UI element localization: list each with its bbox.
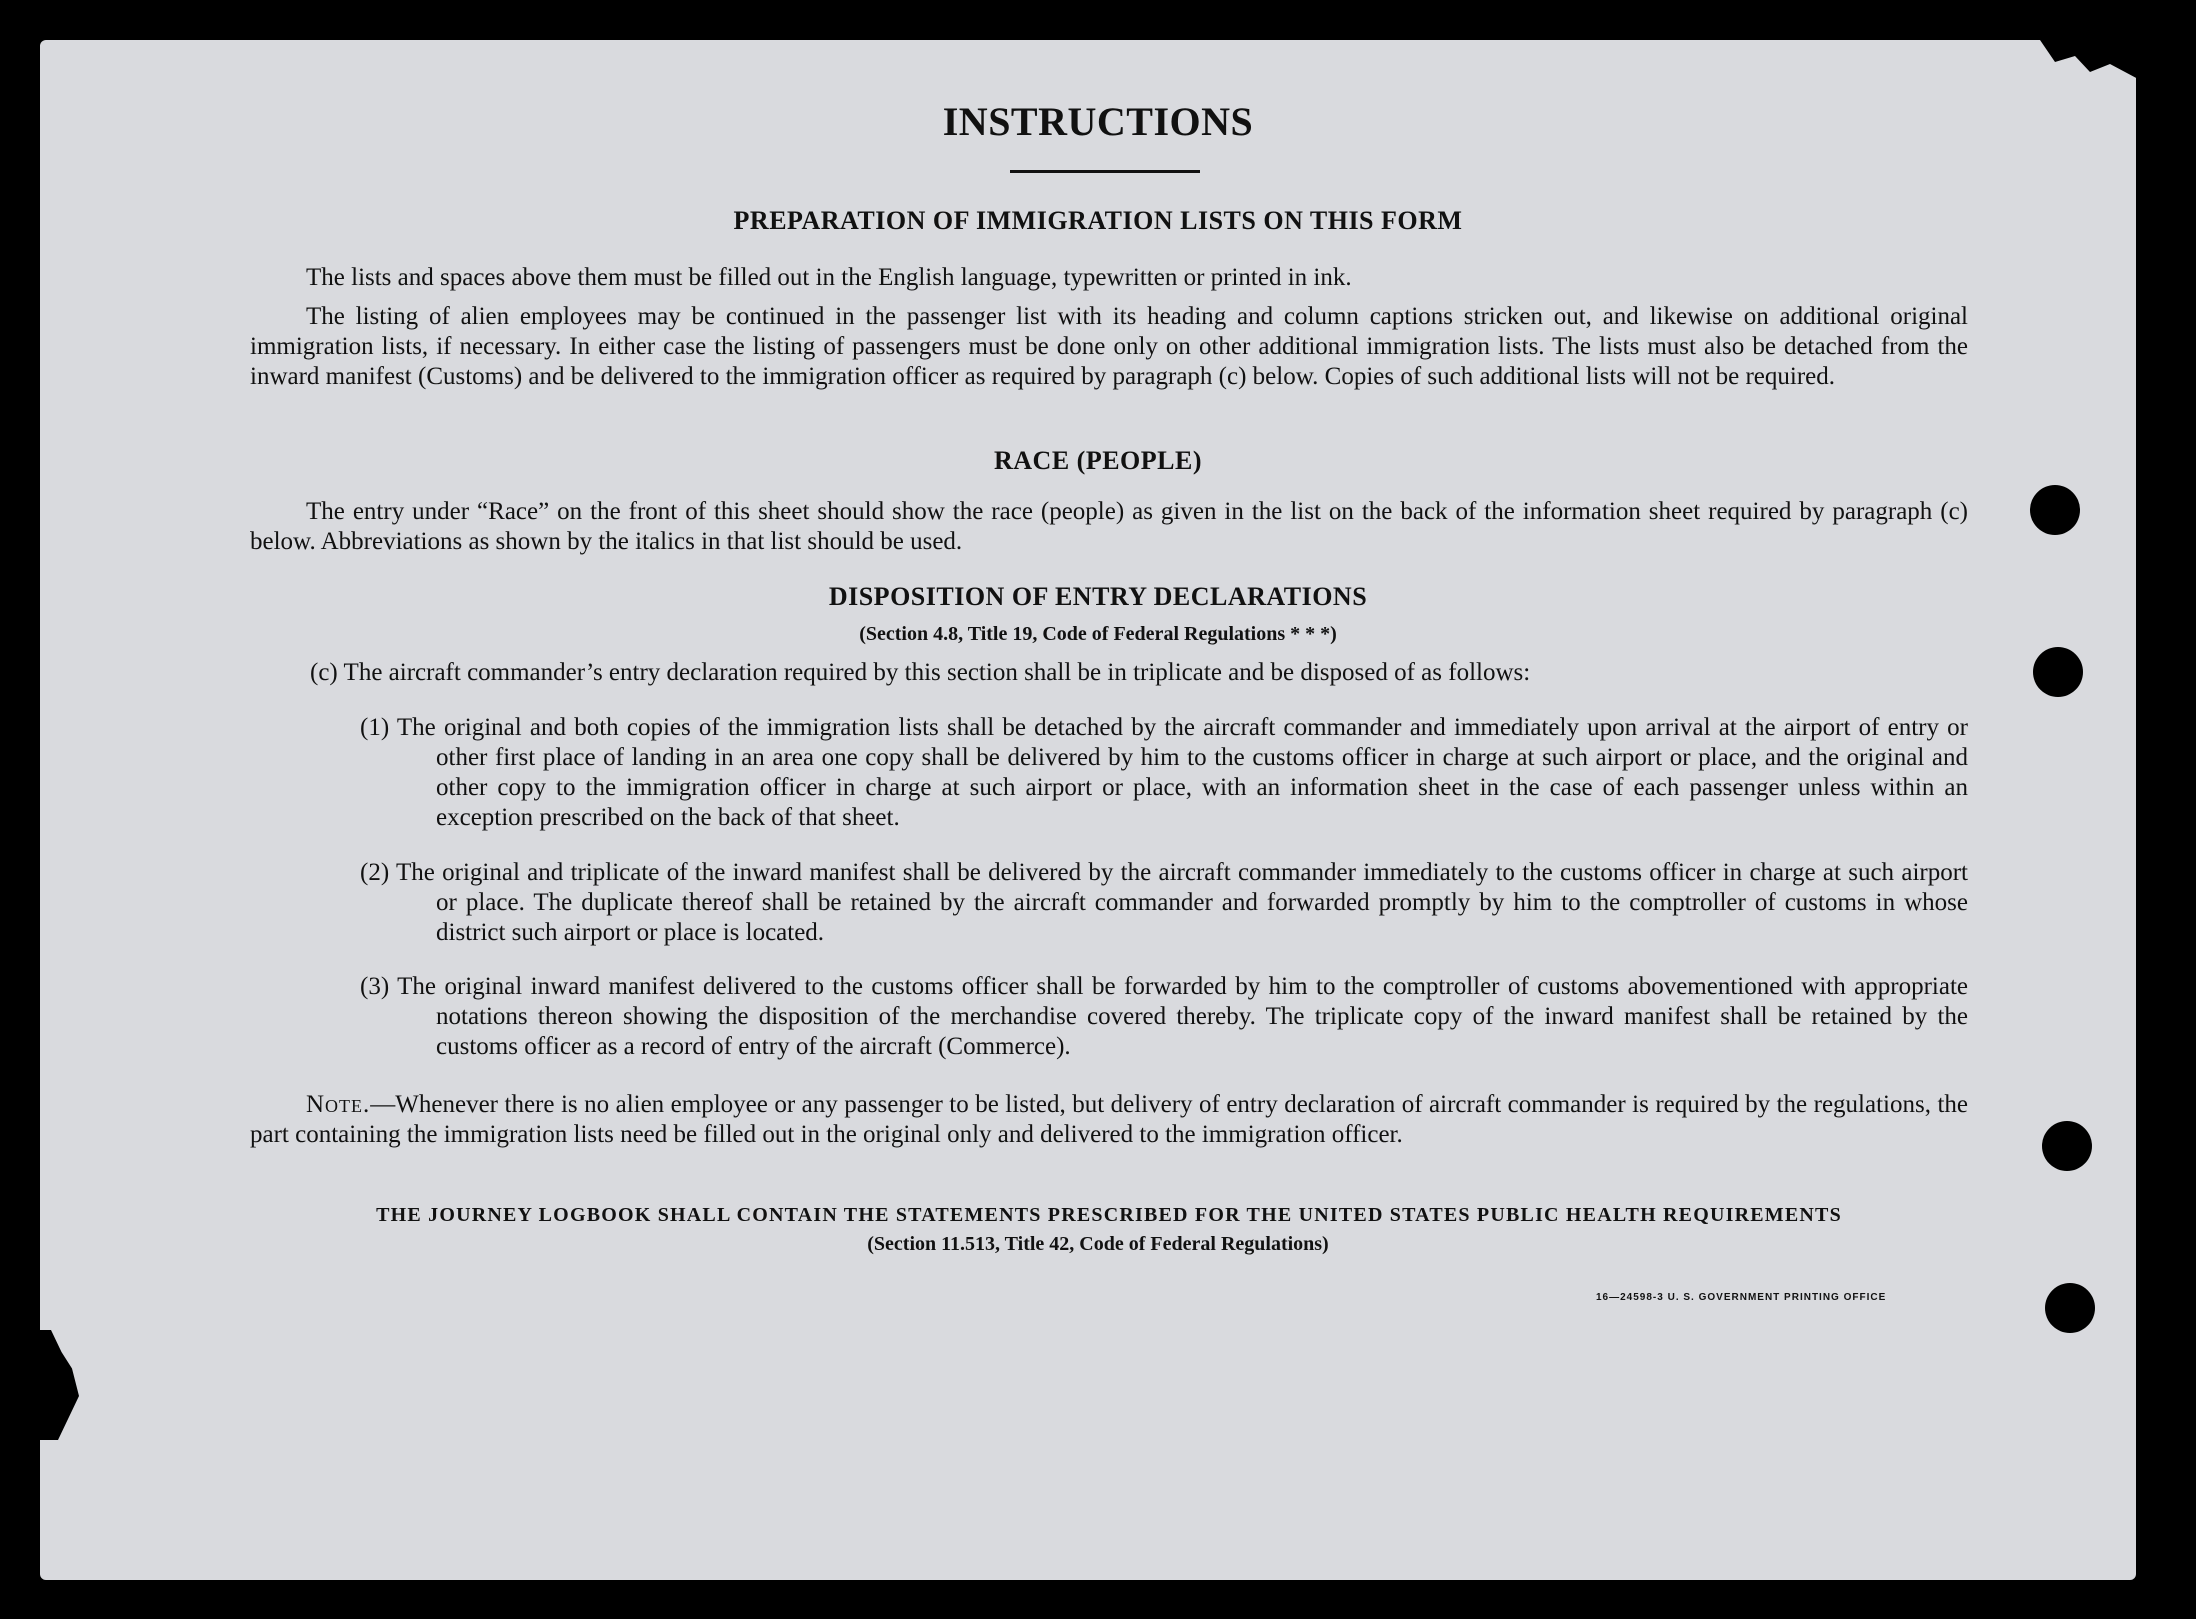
paragraph-language: The lists and spaces above them must be filled out in the English language, typewritten or printed in ink. <box>306 264 1352 291</box>
page-title: INSTRUCTIONS <box>942 99 1254 144</box>
paragraph-race: The entry under “Race” on the front of this sheet should show the race (people) as given in the list on the back of the information sheet required by paragraph (c) below. Abbreviations as shown by the italics in that list should be used. <box>250 498 1968 555</box>
paragraph-c-intro: (c) The aircraft commander’s entry declaration required by this section shall be in triplicate and be disposed of as follows: <box>310 659 1531 686</box>
list-item: (3) The original inward manifest delivered to the customs officer shall be forwarded by him to the comptroller of customs abovementioned with appropriate notations thereon showing the disposition of the merchandise covered thereby. The triplicate copy of the inward manifest shall be retained by the customs officer as a record of entry of the aircraft (Commerce). <box>360 973 1968 1060</box>
punch-hole <box>2042 1121 2092 1171</box>
heading-preparation: PREPARATION OF IMMIGRATION LISTS ON THIS FORM <box>733 206 1463 235</box>
printing-office-code: 16—24598-3 U. S. GOVERNMENT PRINTING OFFICE <box>1596 1292 1887 1303</box>
list-item: (1) The original and both copies of the immigration lists shall be detached by the aircraft commander and immediately upon arrival at the airport of entry or other first place of landing in an area one copy shall be delivered by him to the customs officer in charge at such airport or place, and the original and other copy to the immigration officer in charge at such airport or place, with an information sheet in the case of each passenger unless within an exception prescribed on the back of that sheet. <box>360 714 1968 831</box>
punch-hole <box>2030 485 2080 535</box>
heading-race: RACE (PEOPLE) <box>994 446 1202 475</box>
footer-health-requirements: THE JOURNEY LOGBOOK SHALL CONTAIN THE STATEMENTS PRESCRIBED FOR THE UNITED STATES PUBLIC HEALTH REQUIREMENTS <box>376 1204 1842 1226</box>
note-text: —Whenever there is no alien employee or any passenger to be listed, but delivery of entry declaration of aircraft commander is required by the regulations, the part containing the immigration lists need be filled out in the original only and delivered to the immigration officer. <box>250 1091 1968 1148</box>
heading-disposition: DISPOSITION OF ENTRY DECLARATIONS <box>828 582 1368 611</box>
list-item: (2) The original and triplicate of the inward manifest shall be delivered by the aircraft commander immediately to the customs officer in charge at such airport or place. The duplicate thereof shall be retained by the aircraft commander and forwarded promptly by him to the comptroller of customs in whose district such airport or place is located. <box>360 859 1968 946</box>
title-underline <box>1010 170 1200 173</box>
punch-hole <box>2045 1283 2095 1333</box>
note-label: Note. <box>306 1091 371 1118</box>
punch-hole <box>2033 647 2083 697</box>
footer-citation: (Section 11.513, Title 42, Code of Federal Regulations) <box>867 1233 1329 1255</box>
note-paragraph <box>250 1090 1968 1150</box>
citation-disposition: (Section 4.8, Title 19, Code of Federal Regulations * * *) <box>859 623 1337 645</box>
paragraph-alien-employees: The listing of alien employees may be continued in the passenger list with its heading and column captions stricken out, and likewise on additional original immigration lists, if necessary. In either case the listing of passengers must be done only on other additional immigration lists. The lists must also be detached from the inward manifest (Customs) and be delivered to the immigration officer as required by paragraph (c) below. Copies of such additional lists will not be required. <box>250 303 1968 390</box>
